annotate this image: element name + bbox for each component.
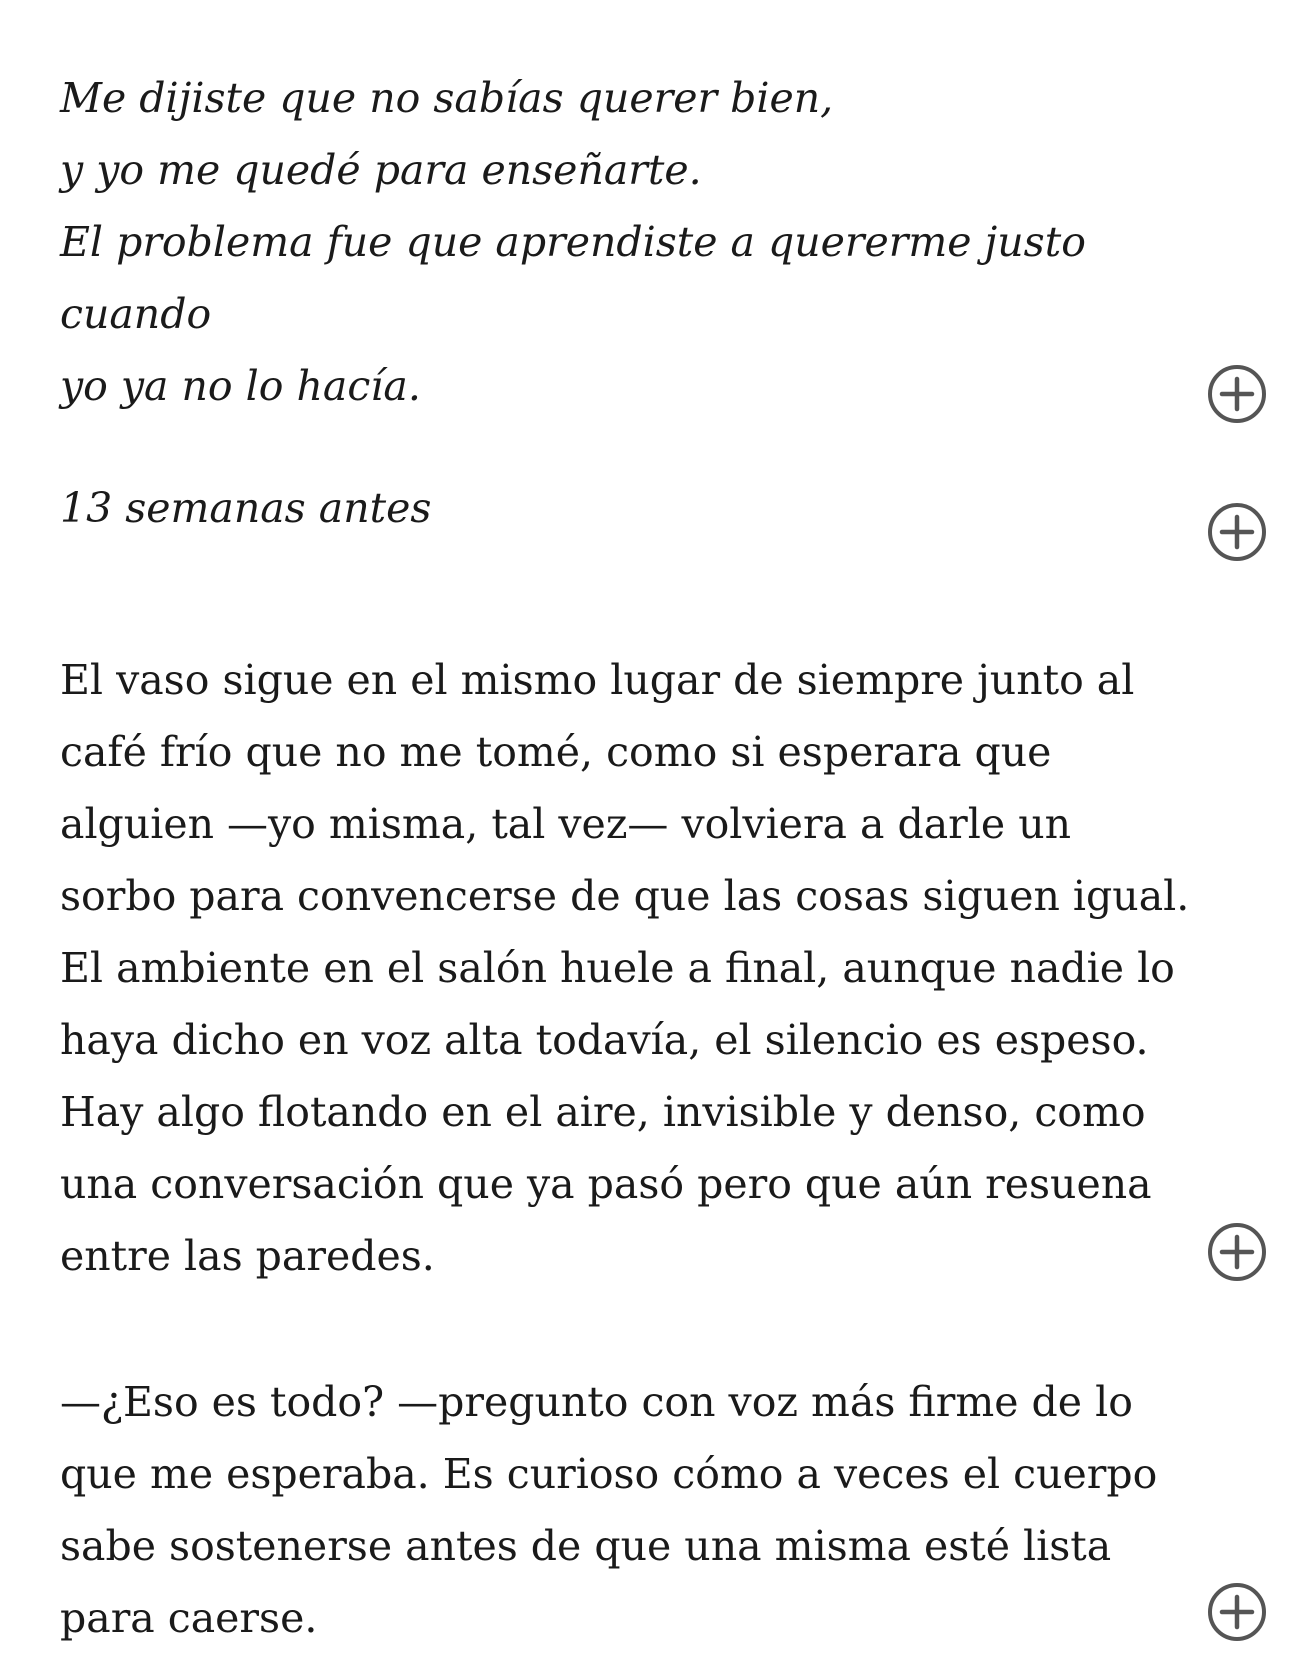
epigraph-line: El problema fue que aprendiste a quererme justo <box>60 218 1086 266</box>
epigraph-line: y yo me quedé para enseñarte. <box>60 146 702 194</box>
paragraph-line: que me esperaba. Es curioso cómo a veces el cuerpo <box>60 1450 1158 1498</box>
paragraph-line: sabe sostenerse antes de que una misma esté lista <box>60 1522 1112 1570</box>
paragraph-line: sorbo para convencerse de que las cosas siguen igual. <box>60 872 1190 920</box>
paragraph-line: entre las paredes. <box>60 1232 435 1280</box>
plus-circle-icon[interactable] <box>1207 1222 1267 1282</box>
reader-content <box>60 0 1190 1659</box>
paragraph-line: El ambiente en el salón huele a final, aunque nadie lo <box>60 944 1175 992</box>
paragraph-line: —¿Eso es todo? —pregunto con voz más firme de lo <box>60 1378 1133 1426</box>
paragraph-line: alguien —yo misma, tal vez— volviera a darle un <box>60 800 1072 848</box>
paragraph-line: Hay algo flotando en el aire, invisible y denso, como <box>60 1088 1146 1136</box>
epigraph-line: cuando <box>60 290 212 338</box>
section-heading <box>60 472 1190 544</box>
plus-circle-icon[interactable] <box>1207 502 1267 562</box>
epigraph <box>60 62 1190 422</box>
paragraph-line: para caerse. <box>60 1594 318 1642</box>
plus-circle-icon[interactable] <box>1207 1582 1267 1642</box>
paragraph-1 <box>60 644 1190 1292</box>
epigraph-line: Me dijiste que no sabías querer bien, <box>60 74 834 122</box>
section-heading-text: 13 semanas antes <box>60 484 432 532</box>
paragraph-line: una conversación que ya pasó pero que aún resuena <box>60 1160 1152 1208</box>
paragraph-line: El vaso sigue en el mismo lugar de siempre junto al <box>60 656 1135 704</box>
paragraph-line: café frío que no me tomé, como si esperara que <box>60 728 1052 776</box>
epigraph-line: yo ya no lo hacía. <box>60 362 421 410</box>
paragraph-2 <box>60 1366 1190 1654</box>
plus-circle-icon[interactable] <box>1207 364 1267 424</box>
paragraph-line: haya dicho en voz alta todavía, el silencio es espeso. <box>60 1016 1149 1064</box>
